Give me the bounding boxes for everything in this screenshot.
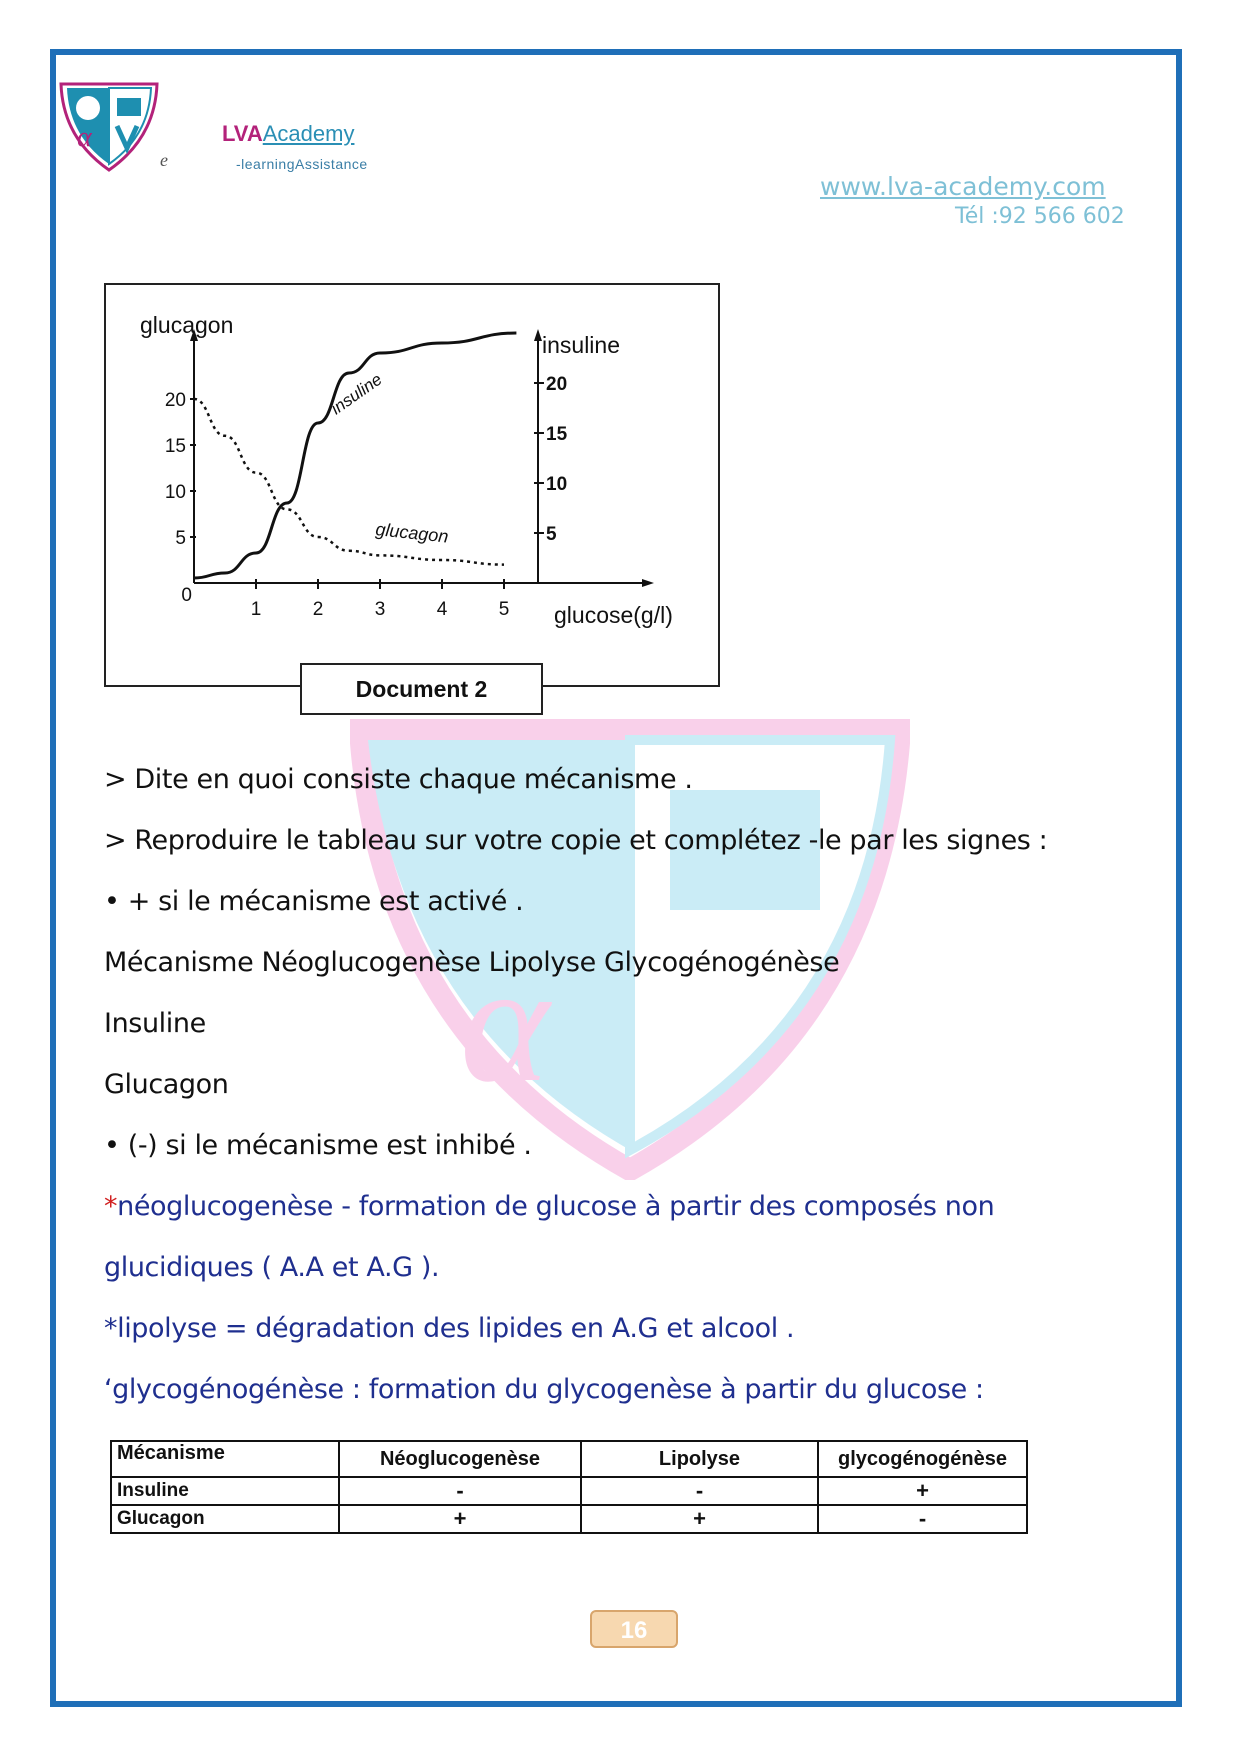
right-axis-arrow (534, 329, 542, 341)
phone-number: Tél :92 566 602 (955, 204, 1125, 229)
origin-tick-label: 0 (181, 585, 192, 606)
glucagon-text: Glucagon (104, 1069, 229, 1100)
definition-neoglucogenese-text: néoglucogenèse - formation de glucose à partir des composés non (117, 1191, 995, 1222)
definition-star: * (104, 1191, 118, 1222)
bullet-activated: • + si le mécanisme est activé . (104, 886, 524, 917)
table-cell: - (339, 1477, 581, 1505)
logo-letter: e (160, 150, 168, 170)
bullet-inhibited: • (-) si le mécanisme est inhibé . (104, 1130, 532, 1161)
definition-neoglucogenese (104, 1191, 994, 1222)
left-tick-label: 10 (164, 482, 186, 503)
page-number: 16 (590, 1610, 678, 1648)
definition-neoglucogenese-cont: glucidiques ( A.A et A.G ). (104, 1252, 440, 1283)
insuline-text: Insuline (104, 1008, 206, 1039)
table-header: Mécanisme (111, 1441, 339, 1477)
table-header: glycogénogénèse (818, 1441, 1027, 1477)
question-1: > Dite en quoi consiste chaque mécanisme . (104, 764, 693, 795)
table-cell: Insuline (111, 1477, 339, 1505)
series-glucagon-line (194, 399, 504, 565)
question-2: > Reproduire le tableau sur votre copie et complétez -le par les signes : (104, 825, 1048, 856)
left-tick-label: 15 (164, 436, 186, 457)
table-cell: - (818, 1505, 1027, 1533)
table-row (111, 1505, 1027, 1533)
x-axis-label: glucose(g/l) (554, 602, 673, 628)
brand-name (222, 121, 354, 147)
table-header-row (111, 1441, 1027, 1477)
svg-text:α: α (460, 929, 550, 1117)
table-row (111, 1477, 1027, 1505)
brand-tagline: -learningAssistance (236, 156, 368, 172)
table-cell: + (581, 1505, 818, 1533)
right-tick-label: 20 (546, 374, 568, 395)
mechanism-table (110, 1440, 1028, 1534)
y-right-label: insuline (542, 332, 620, 358)
glucagon-curve-label: glucagon (374, 519, 450, 547)
y-left-label: glucagon (140, 312, 234, 338)
table-cell: Glucagon (111, 1505, 339, 1533)
right-tick-label: 15 (546, 424, 568, 445)
x-tick-label: 1 (250, 599, 262, 620)
svg-text:α: α (77, 122, 92, 153)
website-link[interactable]: www.lva-academy.com (820, 172, 1106, 201)
left-tick-label: 5 (175, 528, 186, 549)
x-tick-label: 2 (312, 599, 324, 620)
definition-glycogenogenese: ‘glycogénogénèse : formation du glycogenèse à partir du glucose : (104, 1374, 984, 1405)
table-header: Lipolyse (581, 1441, 818, 1477)
table-cell: + (818, 1477, 1027, 1505)
x-axis-arrow (642, 579, 654, 587)
table-cell: + (339, 1505, 581, 1533)
insuline-curve-label: insuline (327, 369, 386, 419)
right-tick-label: 5 (546, 524, 557, 545)
right-tick-label: 10 (546, 474, 568, 495)
table-cell: - (581, 1477, 818, 1505)
document-caption: Document 2 (300, 663, 543, 715)
table-header: Néoglucogenèse (339, 1441, 581, 1477)
x-tick-label: 3 (374, 599, 386, 620)
definition-lipolyse: *lipolyse = dégradation des lipides en A.G et alcool . (104, 1313, 795, 1344)
left-tick-label: 20 (164, 390, 186, 411)
academy-logo (55, 78, 163, 174)
brand-academy: Academy (262, 121, 355, 146)
x-tick-label: 5 (498, 599, 510, 620)
brand-lva: LVA (222, 121, 263, 146)
x-tick-label: 4 (436, 599, 448, 620)
mechanism-row-text: Mécanisme Néoglucogenèse Lipolyse Glycogénogénèse (104, 947, 840, 978)
glucose-hormone-chart (104, 283, 720, 687)
